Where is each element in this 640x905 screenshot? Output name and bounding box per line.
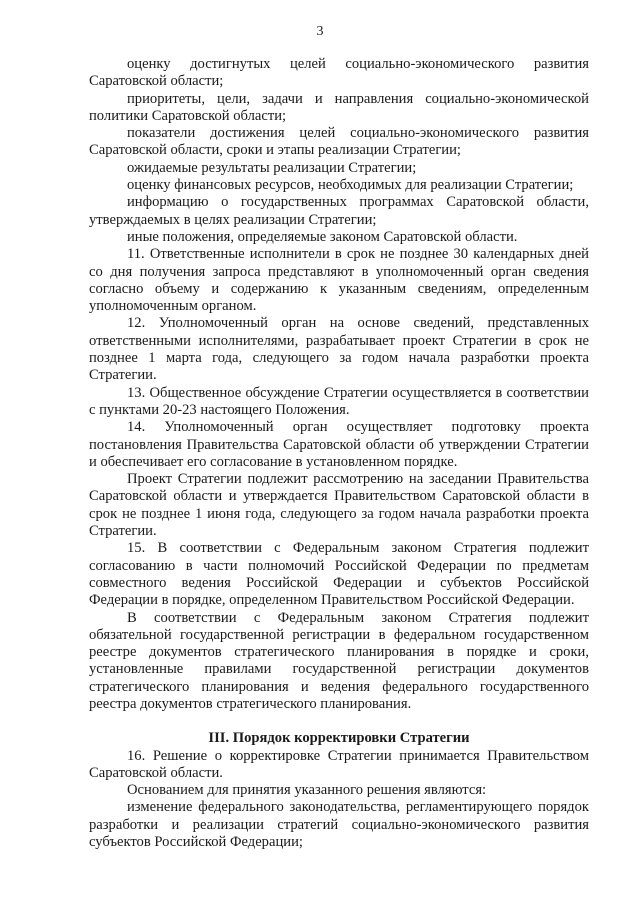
paragraph: оценку достигнутых целей социально-экономического развития Саратовской области; <box>89 56 589 90</box>
section-heading: III. Порядок корректировки Стратегии <box>208 730 470 747</box>
page-number: 3 <box>316 24 324 39</box>
paragraph: оценку финансовых ресурсов, необходимых для реализации Стратегии; <box>127 177 574 194</box>
paragraph: информацию о государственных программах Саратовской области, утверждаемых в целях реализации Стратегии; <box>89 194 589 228</box>
paragraph: 16. Решение о корректировке Стратегии принимается Правительством Саратовской области. <box>89 747 589 781</box>
paragraph: 14. Уполномоченный орган осуществляет подготовку проекта постановления Правительства Саратовской области об утверждении Стратегии и обеспечивает его согласование в установленном порядке. <box>89 419 589 470</box>
paragraph: 12. Уполномоченный орган на основе сведений, представленных ответственными исполнителями, разрабатывает проект Стратегии в срок не позднее 1 марта года, следующего за годом начала разработки проекта Стратегии. <box>89 315 589 384</box>
paragraph: изменение федерального законодательства, регламентирующего порядок разработки и реализации стратегий социально-экономического развития субъектов Российской Федерации; <box>89 799 589 851</box>
paragraph: В соответствии с Федеральным законом Стратегия подлежит обязательной государственной регистрации в федеральном государственном реестре документов стратегического планирования в порядке и сроки, установленные правилами государственной регистрации документов стратегического планирования и ведения федерального государственного реестра документов стратегического планирования. <box>89 609 589 712</box>
paragraph: Проект Стратегии подлежит рассмотрению на заседании Правительства Саратовской области и утверждается Правительством Саратовской области в срок не позднее 1 июня года, следующего за годом начала разработки проекта Стратегии. <box>89 471 589 540</box>
paragraph: показатели достижения целей социально-экономического развития Саратовской области, сроки и этапы реализации Стратегии; <box>89 125 589 159</box>
paragraph: 11. Ответственные исполнители в срок не позднее 30 календарных дней со дня получения запроса представляют в уполномоченный орган сведения согласно объему и содержанию к указанным сведениям, определенным уполномоченным органом. <box>89 246 589 315</box>
document-body <box>89 56 589 851</box>
paragraph: ожидаемые результаты реализации Стратегии; <box>127 159 417 176</box>
paragraph: иные положения, определяемые законом Саратовской области. <box>127 228 518 245</box>
paragraph: 13. Общественное обсуждение Стратегии осуществляется в соответствии с пунктами 20-23 настоящего Положения. <box>89 384 589 418</box>
paragraph: приоритеты, цели, задачи и направления социально-экономической политики Саратовской области; <box>89 90 589 124</box>
paragraph: Основанием для принятия указанного решения являются: <box>127 782 487 799</box>
paragraph: 15. В соответствии с Федеральным законом Стратегия подлежит согласованию в части полномочий Российской Федерации по предметам совместного ведения Российской Федерации и субъектов Российской Федерации в порядке, определенном Правительством Российской Федерации. <box>89 540 589 609</box>
